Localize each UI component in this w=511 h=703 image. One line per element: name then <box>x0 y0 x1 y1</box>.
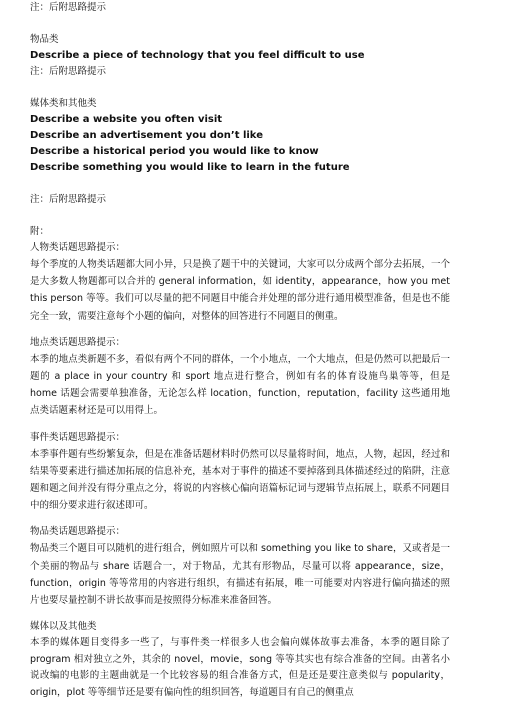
people-heading: 人物类话题思路提示： <box>30 242 126 253</box>
appendix-label: 附： <box>30 226 50 237</box>
places-heading: 地点类话题思路提示： <box>30 336 126 348</box>
media-heading: 媒体类和其他类 <box>30 98 97 109</box>
media-note: 注：后附思路提示 <box>30 194 107 205</box>
events-heading: 事件类话题思路提示： <box>30 431 126 443</box>
media-tips-heading: 媒体以及其他类 <box>30 621 97 633</box>
places-body: 本季的地点类新题不多，看似有两个不同的群体，一个小地点，一个大地点，但是仍然可以把最后一题的 a place in your country 和 sport 地点进行整合，例如有名的体育设施鸟巢等等，但是 home 话题会需要单独准备，无论怎么样 location，function，reputation，facility 这些通用地点类话题素材还是可以用得上。 <box>30 353 450 417</box>
media-topic-1: Describe a website you often visit <box>30 114 223 125</box>
top-note: 注：后附思路提示 <box>30 2 107 13</box>
media-topic-2: Describe an advertisement you don’t like <box>30 130 263 141</box>
media-topic-3: Describe a historical period you would like to know <box>30 146 319 157</box>
objects-note: 注：后附思路提示 <box>30 66 107 77</box>
people-body: 每个季度的人物类话题都大同小异，只是换了题干中的关键词，大家可以分成两个部分去拓展，一个是大多数人物题都可以合并的 general information，如 identity，appearance，how you met this person 等等。我们可以尽量的把不同题目中能合并处理的部分进行通用模型准备，但是也不能完全一致，需要注意每个小题的偏向，对整体的回答进行不同题目的侧重。 <box>30 259 450 322</box>
objects-topic-1: Describe a piece of technology that you feel difficult to use <box>30 50 365 61</box>
media-topic-4: Describe something you would like to learn in the future <box>30 162 350 173</box>
objects-tips-heading: 物品类话题思路提示： <box>30 526 126 538</box>
objects-heading: 物品类 <box>30 34 59 45</box>
events-body: 本季事件题有些纷繁复杂，但是在准备话题材料时仍然可以尽量将时间，地点，人物，起因，经过和结果等要素进行描述加拓展的信息补充，基本对于事件的描述不要掉落到具体描述经过的陷阱，注意题和题之间并没有得分重点之分，将说的内容核心偏向语篇标记词与逻辑节点拓展上，联系不同题目中的细分要求进行叙述即可。 <box>30 448 450 512</box>
objects-tips-body: 物品类三个题目可以随机的进行组合，例如照片可以和 something you like to share，又或者是一个美丽的物品与 share 话题合一，对于物品，尤其有形物品，尽量可以将 appearance，size，function，origin 等等常用的内容进行组织，有描述有拓展，唯一可能要对内容进行偏向描述的照片也要尽量控制不讲长故事而是按照得分标准来准备回答。 <box>30 543 451 607</box>
media-tips-body: 本季的媒体题目变得多一些了，与事件类一样很多人也会偏向媒体故事去准备，本季的题目除了 program 相对独立之外，其余的 novel，movie，song 等等其实也有综合准备的空间。由著名小说改编的电影的主题曲就是一个比较容易的组合准备方式，但是还是要注意类似与 popularity，origin，plot 等等细节还是要有偏向性的组织回答，每道题目有自己的侧重点 <box>30 637 450 698</box>
